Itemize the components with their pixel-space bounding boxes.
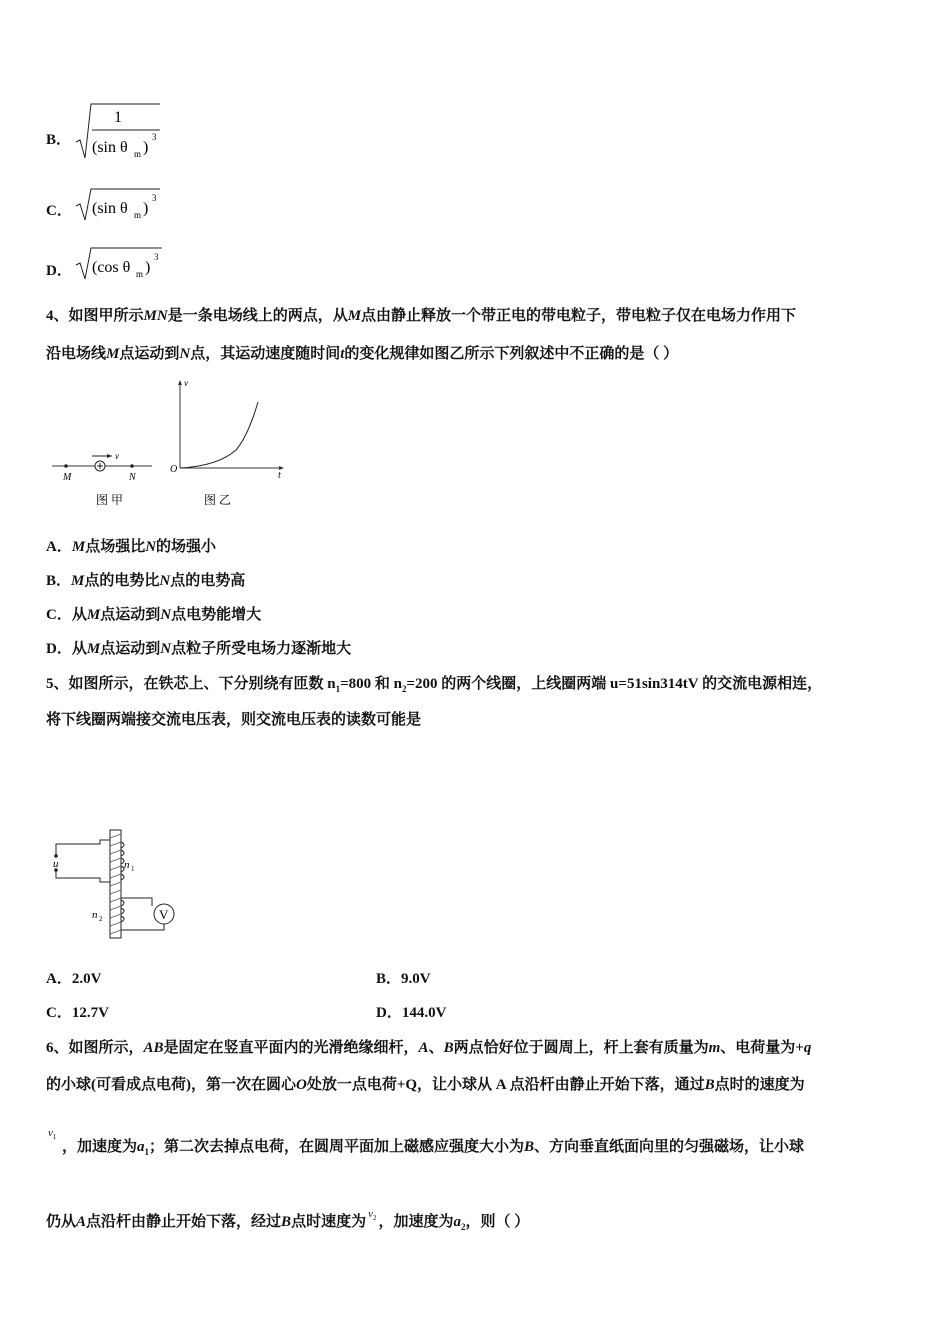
q4-var: N	[160, 607, 172, 623]
q5-fig-u: u	[53, 858, 59, 870]
q6-v2	[368, 1208, 377, 1223]
option-text: 2.0V	[71, 971, 102, 987]
q3-option-b-formula	[74, 100, 166, 162]
q5-fig-n1: n	[124, 859, 130, 871]
q4-var: N	[145, 539, 157, 555]
q6-stem-line2	[46, 1073, 805, 1094]
q5-text: =200 的两个线圈，上线圈两端 u=51sin314tV 的交流电源相连，	[406, 676, 823, 692]
option-text: 的场强小	[156, 539, 217, 555]
option-text: 12.7V	[71, 1005, 109, 1021]
q6-var: q	[803, 1040, 812, 1056]
option-text: 从	[71, 607, 87, 623]
option-text: 从	[71, 641, 87, 657]
q5-option-c	[46, 1001, 109, 1022]
q4-fig-caption-left: 图 甲	[96, 493, 124, 507]
q4-option-c	[46, 603, 261, 624]
q3-b-base: (sin θ	[92, 139, 128, 156]
q5-sub: 1	[335, 684, 341, 694]
q4-option-a	[46, 535, 216, 556]
option-text: 点的电势比	[84, 573, 160, 589]
q5-option-d	[376, 1001, 446, 1022]
q6-stem-line4	[46, 1210, 529, 1232]
q6-var: B	[524, 1139, 535, 1155]
q6-text: 两点恰好位于圆周上，杆上套有质量为	[453, 1040, 709, 1056]
q3-b-exp: 3	[152, 132, 157, 142]
q3-option-d-label: D．	[46, 263, 72, 279]
q3-d-base: (cos θ	[92, 259, 131, 276]
axis-arrow-icon	[178, 380, 182, 385]
q6-var: A	[418, 1040, 429, 1056]
q4-option-b	[46, 569, 245, 590]
q4-var: M	[86, 641, 101, 657]
q6-var: B	[443, 1040, 454, 1056]
q4-fig-axis-t: t	[278, 470, 281, 481]
q4-fig-m: M	[63, 472, 72, 483]
q4-var-t: t	[340, 346, 345, 362]
q6-var: O	[296, 1077, 307, 1093]
q4-var-m: M	[347, 308, 362, 324]
q6-text: ，加速度为	[378, 1214, 454, 1230]
q5-text: =800 和 n	[340, 676, 402, 692]
q6-text: 6、如图所示，	[46, 1040, 144, 1056]
q6-text: 点时速度为	[291, 1214, 367, 1230]
q3-b-close: )	[143, 139, 149, 156]
option-text: 144.0V	[401, 1005, 447, 1021]
arrow-right-icon	[107, 454, 112, 458]
option-label: A．	[46, 971, 72, 987]
option-text: 点的电势高	[170, 573, 246, 589]
q4-stem-line2	[46, 342, 678, 363]
q4-fig-v-arrow: v	[115, 451, 119, 461]
q5-text: 5、如图所示，在铁芯上、下分别绕有匝数 n	[46, 676, 336, 692]
q6-text: ，加速度为	[62, 1139, 138, 1155]
q6-stem-line3	[62, 1135, 804, 1157]
option-text: 点运动到	[100, 641, 161, 657]
q6-text: ；第二次去掉点电荷，在圆周平面加上磁感应强度大小为	[149, 1139, 525, 1155]
q6-v1-symbol: v	[48, 1127, 53, 1139]
option-text: 9.0V	[401, 971, 431, 987]
q4-var: N	[160, 641, 172, 657]
q4-var-m: M	[106, 346, 120, 362]
q4-velocity-curve	[180, 402, 258, 468]
q6-sub: 2	[460, 1222, 466, 1232]
q3-c-sub: m	[134, 210, 142, 220]
option-label: A．	[46, 539, 72, 555]
q6-var: m	[708, 1040, 721, 1056]
q3-c-base: (sin θ	[92, 200, 128, 217]
q4-text: 沿电场线	[46, 346, 107, 362]
q3-d-close: )	[145, 259, 151, 276]
q4-stem-line1	[46, 304, 796, 325]
q6-v2-symbol: v	[368, 1208, 373, 1220]
q3-option-b-label: B．	[46, 132, 72, 148]
q5-transformer-figure	[48, 826, 180, 942]
q3-b-numerator: 1	[114, 109, 122, 126]
q6-var: B	[281, 1214, 292, 1230]
option-text: 点运动到	[100, 607, 161, 623]
q6-var: a	[137, 1139, 145, 1155]
q5-fig-n2: n	[92, 909, 98, 921]
q4-fig-caption-right: 图 乙	[204, 493, 232, 507]
q4-var: N	[159, 573, 171, 589]
q6-text: 仍从	[46, 1214, 77, 1230]
option-text: 点场强比	[85, 539, 146, 555]
q4-var: M	[71, 539, 86, 555]
q4-var: M	[71, 573, 85, 589]
q4-fig-origin: O	[170, 464, 178, 475]
q5-option-b	[376, 967, 431, 988]
q6-var: a	[453, 1214, 461, 1230]
q4-text: 4、如图甲所示	[46, 308, 144, 324]
q6-text: 是固定在竖直平面内的光滑绝缘细杆，	[163, 1040, 419, 1056]
q4-figure	[48, 374, 298, 514]
option-label: D．	[376, 1005, 402, 1021]
q3-option-c-label: C．	[46, 203, 72, 219]
q6-text: 的小球(可看成点电荷)，第一次在圆心	[46, 1077, 296, 1093]
q6-var: A	[76, 1214, 87, 1230]
q3-option-d-formula	[74, 245, 168, 283]
q6-v1	[48, 1127, 56, 1141]
q4-var: M	[86, 607, 101, 623]
option-label: D．	[46, 641, 72, 657]
q5-fig-n2-sub: 2	[99, 915, 103, 923]
q6-v2-sub: 2	[372, 1214, 377, 1223]
q5-stem-line2: 将下线圈两端接交流电压表，则交流电压表的读数可能是	[46, 712, 422, 728]
q6-text: 点沿杆由静止开始下落，经过	[86, 1214, 282, 1230]
q4-text: 是一条电场线上的两点，从	[167, 308, 348, 324]
q4-fig-axis-v: v	[184, 378, 188, 388]
q3-c-close: )	[143, 200, 149, 217]
q4-var-n: N	[179, 346, 191, 362]
q5-stem-line1	[46, 672, 822, 694]
q6-var: B	[704, 1077, 715, 1093]
q6-text: 、方向垂直纸面向里的匀强磁场，让小球	[534, 1139, 805, 1155]
q4-text: 点由静止释放一个带正电的带电粒子，带电粒子仅在电场力作用下	[361, 308, 797, 324]
option-text: 点粒子所受电场力逐渐地大	[171, 641, 352, 657]
q3-option-c-formula	[74, 186, 166, 224]
q4-var-mn: MN	[143, 308, 168, 324]
q6-stem-line1	[46, 1036, 811, 1057]
q6-text: 点时的速度为	[714, 1077, 805, 1093]
q6-text: ，则（ ）	[465, 1214, 530, 1230]
q3-c-exp: 3	[152, 193, 157, 203]
option-label: C．	[46, 607, 72, 623]
option-label: B．	[376, 971, 402, 987]
q5-option-a	[46, 967, 101, 988]
q6-text: 、电荷量为+	[720, 1040, 804, 1056]
option-text: 点电势能增大	[171, 607, 262, 623]
q5-fig-n1-sub: 1	[131, 865, 135, 873]
q3-d-exp: 3	[154, 252, 159, 262]
option-label: B．	[46, 573, 72, 589]
q4-fig-n: N	[129, 472, 136, 483]
q4-option-d	[46, 637, 351, 658]
q5-fig-meter: V	[159, 907, 169, 922]
q4-text: 点运动到	[119, 346, 180, 362]
q6-text: 处放一点电荷+Q，让小球从 A 点沿杆由静止开始下落，通过	[306, 1077, 705, 1093]
q6-var: AB	[143, 1040, 164, 1056]
q4-text: 的变化规律如图乙所示下列叙述中不正确的是（ ）	[344, 346, 679, 362]
q4-text: 点，其运动速度随时间	[190, 346, 341, 362]
q6-sub: 1	[144, 1147, 150, 1157]
option-label: C．	[46, 1005, 72, 1021]
q3-b-sub: m	[134, 149, 142, 159]
q3-d-sub: m	[136, 269, 144, 279]
q6-text: 、	[428, 1040, 444, 1056]
q6-v1-sub: 1	[52, 1133, 57, 1142]
q5-sub: 2	[402, 684, 407, 694]
